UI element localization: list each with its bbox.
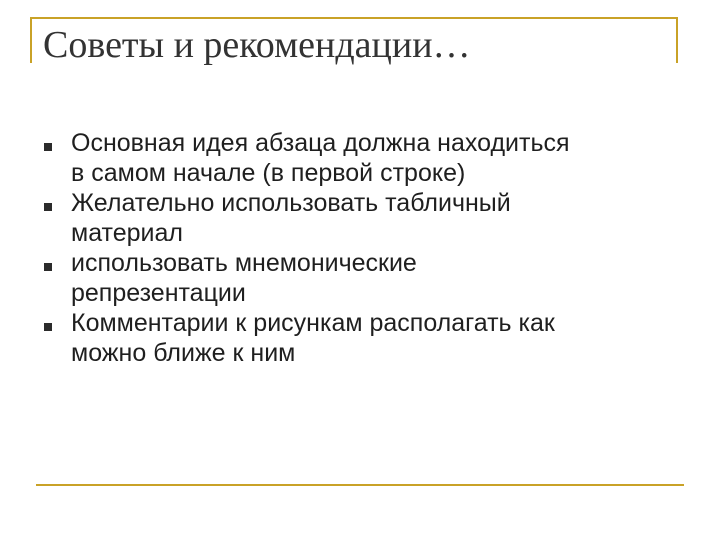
square-bullet-icon <box>44 203 52 211</box>
square-bullet-icon <box>44 143 52 151</box>
square-bullet-icon <box>44 323 52 331</box>
bullet-text-3 <box>71 248 661 308</box>
bottom-divider <box>36 484 684 486</box>
bullet-text-2 <box>71 188 661 248</box>
bullet-text-3-line-2: репрезентации <box>71 279 246 307</box>
square-bullet-icon <box>44 263 52 271</box>
bullet-text-1-line-1: Основная идея абзаца должна находиться <box>71 129 570 157</box>
bullet-text-3-line-1: использовать мнемонические <box>71 249 417 277</box>
bullet-text-4 <box>71 308 661 368</box>
bullet-text-2-line-1: Желательно использовать табличный <box>71 189 511 217</box>
right-frame-line <box>676 17 678 63</box>
bullet-item-2 <box>44 188 674 248</box>
bullet-text-4-line-2: можно ближе к ним <box>71 339 296 367</box>
bullet-text-1-line-2: в самом начале (в первой строке) <box>71 159 466 187</box>
slide-title: Советы и рекомендации… <box>43 24 471 66</box>
top-divider <box>30 17 678 19</box>
bullet-list <box>44 128 674 368</box>
left-frame-line <box>30 17 32 63</box>
bullet-text-2-line-2: материал <box>71 219 183 247</box>
bullet-text-4-line-1: Комментарии к рисункам располагать как <box>71 309 555 337</box>
bullet-item-3 <box>44 248 674 308</box>
bullet-item-4 <box>44 308 674 368</box>
bullet-text-1 <box>71 128 661 188</box>
bullet-item-1 <box>44 128 674 188</box>
